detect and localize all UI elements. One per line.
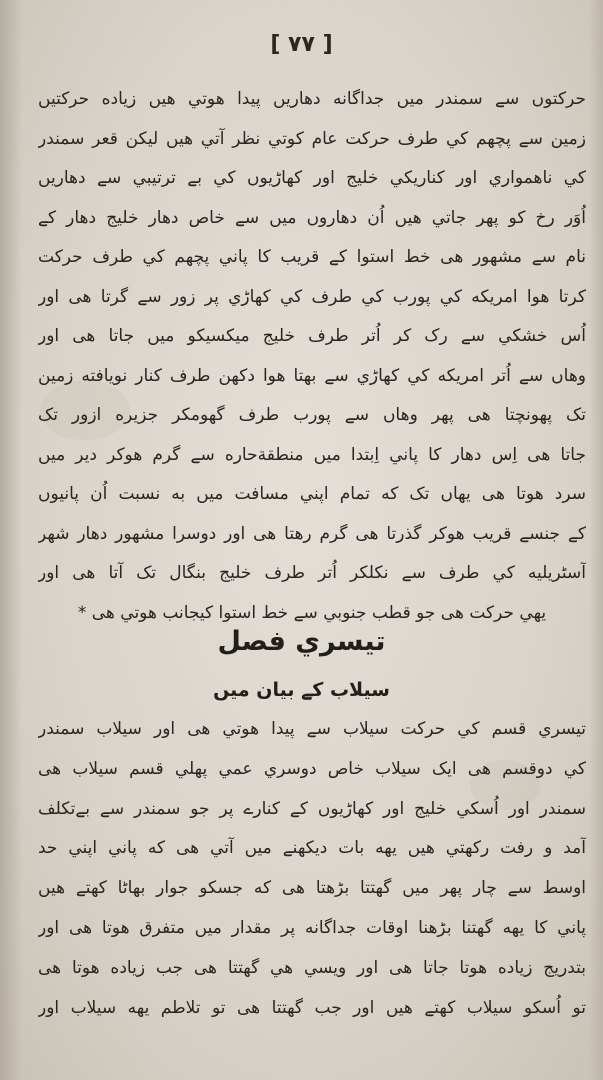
text-line: کي ناهمواري اور کناریکي خلیج اور کهاڑیوں کي بے ترتیبي سے دهاریں — [38, 168, 586, 188]
text-line: حرکتوں سے سمندر میں جداگانه دهاریں پیدا هوتي هیں زیاده حرکتیں — [38, 89, 586, 109]
text-line: سرد هوتا هی یهاں تک که تمام اپني مسافت میں به نسبت اُن پانیوں — [38, 484, 586, 504]
text-line: بتدریج زیاده هوتا جاتا هی اور ویسي هي گهتتا هی جب زیاده هوتا هی — [38, 957, 586, 978]
text-line: کرتا هوا امریکه کي پورب کي طرف کي کهاڑي پر زور سے گرتا هی اور — [38, 286, 586, 307]
text-line: پاني کا یهه گهتنا بڑهنا اوقات جداگانه پر مقدار میں متفرق هوتا هی اور — [38, 917, 586, 938]
paragraph-one — [38, 80, 586, 633]
text-line: آمد و رفت رکهتي هیں یهه بات دیکهنے میں آتي هی که پاني اپني حد — [38, 838, 586, 859]
text-line: جاتا هی اِس دهار کا پاني اِبتدا میں منطقةحاره سے گرم هوکر دیر میں — [38, 444, 586, 465]
chapter-subtitle: سیلاب کے بیان میں — [213, 679, 390, 701]
text-line: وهاں سے اُتر امریکه کي کهاڑي سے بهتا هوا دکهن طرف کنار نویافته زمین — [38, 365, 586, 386]
paragraph-two — [38, 710, 586, 1028]
text-line: آسٹریلیه کي طرف سے نکلکر اُتر طرف خلیج بنگال تک آتا هی اور — [38, 563, 586, 583]
text-line: سمندر اور اُسکي خلیج اور کهاڑیوں کے کنارے پر جو سمندر سے بےتکلف — [38, 798, 586, 819]
chapter-title: تیسري فصل — [217, 626, 386, 657]
text-line: کے جنسے قریب هوکر گذرتا هی گرم رهتا هی اور دوسرا مشهور دهار شهر — [38, 523, 586, 544]
text-line: اُوَر رخ کو پهر جاتي هیں اُن دهاروں میں سے خاص دهار خلیج دهار کے — [38, 207, 586, 228]
text-line: یهي حرکت هی جو قطب جنوبي سے خط استوا کیجانب هوتي هی * — [77, 602, 547, 623]
page-number: [ ۷۷ ] — [270, 32, 333, 57]
text-line: کي دوقسم هی ایک سیلاب خاص دوسري عمي پهلي قسم سیلاب هی — [38, 758, 586, 779]
text-line: زمین سے پچھم کي طرف حرکت عام کوتي نظر آتي هیں لیکن قعر سمندر — [38, 128, 586, 149]
text-line: اُس خشکي سے رک کر اُتر طرف خلیج میکسیکو میں جاتا هی اور — [38, 326, 586, 346]
text-line: تو اُسکو سیلاب کهتے هیں اور جب گهتتا هی تو تلاطم یهه سیلاب اور — [38, 997, 586, 1018]
text-line: تک پهونچتا هی پهر وهاں سے پورب طرف گهومکر جزیره ازور تک — [38, 405, 586, 425]
text-line: تیسري قسم کي حرکت سیلاب سے پیدا هوتي هی اور سیلاب سمندر — [38, 719, 586, 739]
text-line: نام سے مشهور هی خط استوا کے قریب کا پاني پچھم کي طرف حرکت — [38, 247, 586, 267]
text-line: اوسط سے چار پهر میں گهتتا بڑهتا هی که جسکو جوار بهاٹا کهتے هیں — [38, 878, 586, 899]
